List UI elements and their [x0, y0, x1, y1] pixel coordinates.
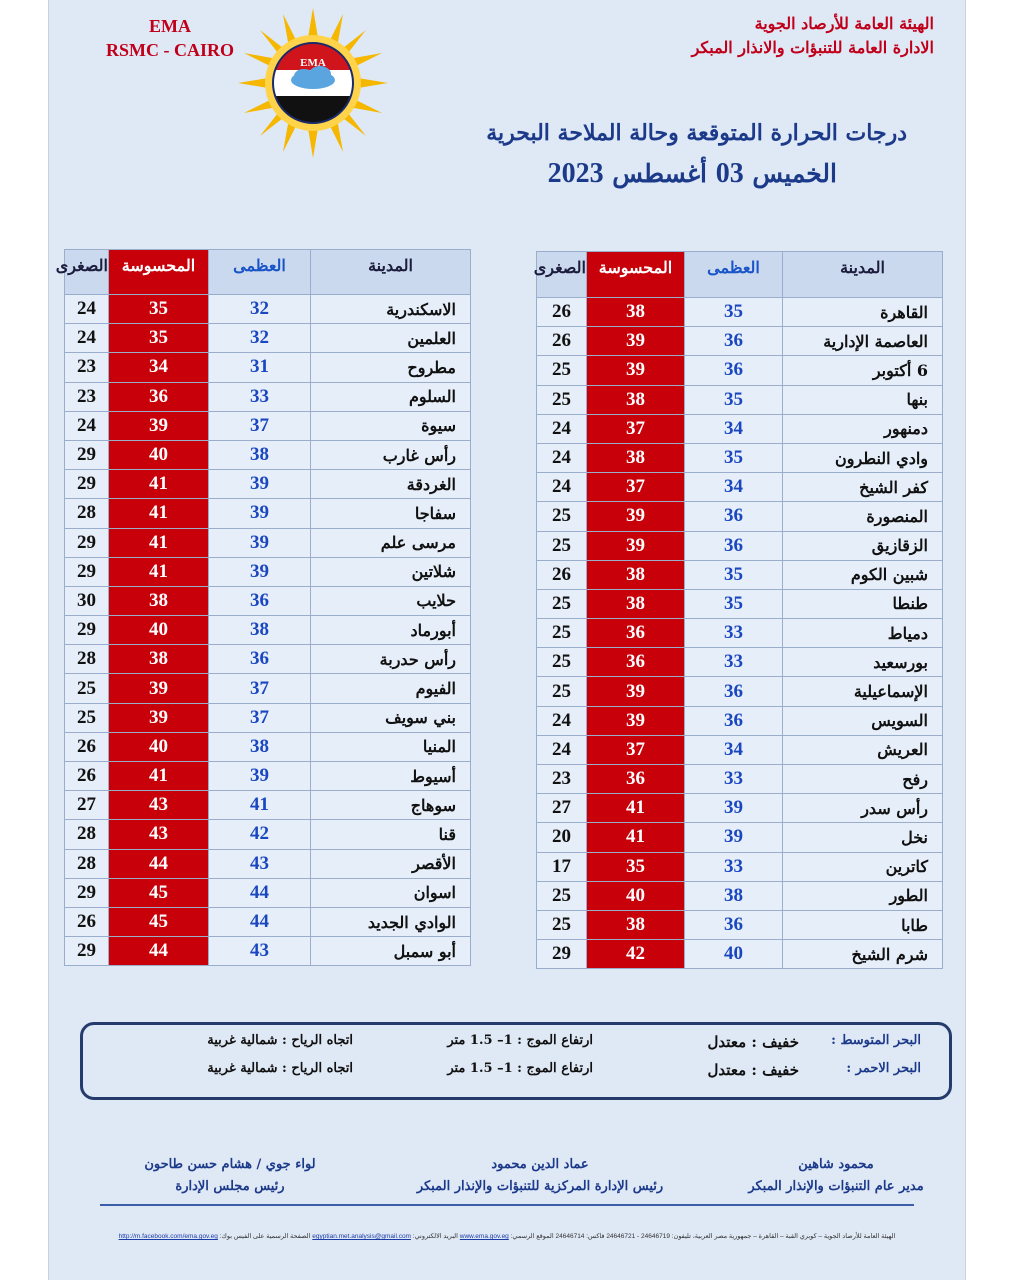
cell-city: السلوم [311, 382, 471, 411]
cell-min: 24 [65, 411, 109, 440]
cell-city: الاسكندرية [311, 295, 471, 324]
cell-feels: 36 [109, 382, 209, 411]
ema-sun-logo [238, 8, 388, 158]
table-row [65, 440, 471, 469]
sea-wind-direction: اتجاه الرياح : شمالية غربية [207, 1033, 353, 1048]
cell-feels: 39 [109, 703, 209, 732]
cell-max: 43 [209, 849, 311, 878]
cell-min: 25 [537, 502, 587, 531]
cell-feels: 39 [587, 706, 685, 735]
cell-city: رأس سدر [783, 794, 943, 823]
cell-feels: 44 [109, 937, 209, 966]
cell-max: 36 [209, 586, 311, 615]
cell-max: 33 [685, 765, 783, 794]
cell-min: 24 [537, 443, 587, 472]
table-row [537, 414, 943, 443]
org-en-center: RSMC - CAIRO [106, 40, 234, 60]
cell-city: سيوة [311, 411, 471, 440]
cell-city: طنطا [783, 589, 943, 618]
cell-min: 28 [65, 849, 109, 878]
cell-feels: 41 [109, 762, 209, 791]
signer-name: محمود شاهين [798, 1157, 874, 1172]
cell-max: 35 [685, 560, 783, 589]
sea-name: البحر الاحمر : [846, 1061, 921, 1076]
cell-feels: 41 [109, 470, 209, 499]
cell-city: 6 أكتوبر [783, 356, 943, 385]
table-row [65, 878, 471, 907]
table-row [65, 586, 471, 615]
cell-max: 42 [209, 820, 311, 849]
date-month: أغسطس [612, 159, 707, 188]
cell-feels: 43 [109, 791, 209, 820]
cell-max: 33 [685, 648, 783, 677]
signature-forecast-director [716, 1154, 956, 1198]
table-row [537, 910, 943, 939]
cell-max: 36 [685, 910, 783, 939]
cell-min: 26 [65, 907, 109, 936]
cell-feels: 41 [109, 499, 209, 528]
cell-city: قنا [311, 820, 471, 849]
signer-role: رئيس مجلس الإدارة [175, 1179, 285, 1194]
table-row [537, 531, 943, 560]
cell-min: 25 [537, 677, 587, 706]
table-row [537, 327, 943, 356]
cell-city: بنها [783, 385, 943, 414]
cell-max: 44 [209, 907, 311, 936]
cell-max: 39 [685, 823, 783, 852]
cell-city: أبو سمبل [311, 937, 471, 966]
cell-feels: 38 [587, 910, 685, 939]
org-ar-line2: الادارة العامة للتنبؤات والانذار المبكر [691, 38, 934, 57]
cell-min: 29 [65, 557, 109, 586]
cell-min: 24 [537, 706, 587, 735]
org-ar-line1: الهيئة العامة للأرصاد الجوية [754, 14, 934, 33]
footer-facebook-link[interactable]: http://m.facebook.com/ema.gov.eg [118, 1233, 218, 1240]
cell-city: دمنهور [783, 414, 943, 443]
cell-feels: 45 [109, 907, 209, 936]
cell-feels: 41 [587, 823, 685, 852]
sea-wind-direction: اتجاه الرياح : شمالية غربية [207, 1061, 353, 1076]
cell-feels: 42 [587, 940, 685, 969]
table-row [65, 645, 471, 674]
cell-city: شلاتين [311, 557, 471, 586]
date-year: 2023 [547, 158, 604, 189]
cell-max: 31 [209, 353, 311, 382]
org-english-name [95, 14, 245, 62]
table-row [65, 557, 471, 586]
signer-name: عماد الدين محمود [491, 1157, 589, 1172]
cell-city: العاصمة الإدارية [783, 327, 943, 356]
cell-city: سفاجا [311, 499, 471, 528]
cell-min: 24 [537, 414, 587, 443]
cell-min: 27 [537, 794, 587, 823]
cell-max: 34 [685, 735, 783, 764]
cell-city: كاترين [783, 852, 943, 881]
cell-feels: 34 [109, 353, 209, 382]
temperature-table-left [55, 249, 471, 966]
cell-max: 40 [685, 940, 783, 969]
cell-min: 17 [537, 852, 587, 881]
table-row [537, 735, 943, 764]
cell-min: 25 [65, 703, 109, 732]
table-row [537, 443, 943, 472]
sea-state: خفيف : معتدل [707, 1061, 799, 1079]
cell-feels: 35 [109, 295, 209, 324]
cell-feels: 39 [587, 327, 685, 356]
cell-min: 29 [65, 878, 109, 907]
cell-city: رفح [783, 765, 943, 794]
cell-city: كفر الشيخ [783, 473, 943, 502]
cell-feels: 40 [109, 732, 209, 761]
footer-email-link[interactable]: egyptian.met.analysis@gmail.com [312, 1233, 411, 1240]
cell-min: 30 [65, 586, 109, 615]
cell-min: 23 [65, 382, 109, 411]
cell-min: 25 [537, 648, 587, 677]
footer-address: الهيئة العامة للأرصاد الجوية – كوبري القبة – القاهرة – جمهورية مصر العربية، تليفون: 24646719 - 24646721 فاكس: 24646714 الموقع الرسمي: [510, 1233, 896, 1240]
table-row [537, 589, 943, 618]
table-row [537, 298, 943, 327]
cell-feels: 41 [109, 557, 209, 586]
table-row [537, 356, 943, 385]
cell-max: 39 [209, 762, 311, 791]
table-row [537, 677, 943, 706]
sea-wave-height: ارتفاع الموج : 1– 1.5 متر [447, 1033, 593, 1048]
col-header-city: المدينة [311, 250, 471, 295]
cell-max: 36 [685, 677, 783, 706]
table-row [65, 382, 471, 411]
date-line [437, 156, 837, 192]
table-row [65, 732, 471, 761]
cell-city: شبين الكوم [783, 560, 943, 589]
temperature-table-right [533, 251, 943, 969]
cell-feels: 38 [587, 298, 685, 327]
cell-city: المنيا [311, 732, 471, 761]
cell-city: الزقازيق [783, 531, 943, 560]
cell-city: رأس حدربة [311, 645, 471, 674]
cell-city: نخل [783, 823, 943, 852]
cell-feels: 44 [109, 849, 209, 878]
cell-city: أسيوط [311, 762, 471, 791]
logo-text: EMA [300, 57, 326, 69]
cell-city: بورسعيد [783, 648, 943, 677]
cell-feels: 43 [109, 820, 209, 849]
cell-feels: 38 [587, 589, 685, 618]
cell-max: 39 [685, 794, 783, 823]
table-row [537, 385, 943, 414]
cell-feels: 39 [587, 677, 685, 706]
cell-max: 39 [209, 470, 311, 499]
cell-min: 26 [65, 762, 109, 791]
cell-city: الوادي الجديد [311, 907, 471, 936]
cell-max: 36 [685, 356, 783, 385]
table-row [537, 560, 943, 589]
sea-wave-height: ارتفاع الموج : 1– 1.5 متر [447, 1061, 593, 1076]
cell-min: 29 [65, 440, 109, 469]
col-header-max: العظمى [685, 252, 783, 298]
date-day-number: 03 [715, 158, 744, 189]
cell-feels: 37 [587, 473, 685, 502]
cell-feels: 38 [587, 385, 685, 414]
cell-max: 32 [209, 324, 311, 353]
cell-min: 26 [537, 298, 587, 327]
cell-city: الأقصر [311, 849, 471, 878]
cell-max: 32 [209, 295, 311, 324]
cell-max: 41 [209, 791, 311, 820]
cell-max: 37 [209, 411, 311, 440]
cell-max: 39 [209, 557, 311, 586]
cell-city: السويس [783, 706, 943, 735]
table-row [65, 616, 471, 645]
cell-feels: 40 [587, 881, 685, 910]
org-arabic-name [574, 12, 934, 60]
cell-min: 25 [537, 385, 587, 414]
table-row [65, 295, 471, 324]
cell-city: مرسى علم [311, 528, 471, 557]
cell-feels: 41 [587, 794, 685, 823]
table-row [65, 528, 471, 557]
cell-min: 26 [537, 327, 587, 356]
cell-city: اسوان [311, 878, 471, 907]
cell-feels: 36 [587, 765, 685, 794]
cell-min: 24 [65, 324, 109, 353]
cell-city: رأس غارب [311, 440, 471, 469]
cell-max: 36 [209, 645, 311, 674]
cell-city: دمياط [783, 619, 943, 648]
signature-central-director [380, 1154, 700, 1198]
footer-website-link[interactable]: www.ema.gov.eg [459, 1233, 509, 1240]
cell-feels: 37 [587, 414, 685, 443]
cell-feels: 38 [109, 586, 209, 615]
signature-chairman [110, 1154, 350, 1198]
cell-feels: 39 [587, 531, 685, 560]
cell-city: أبورماد [311, 616, 471, 645]
cell-min: 29 [65, 528, 109, 557]
table-row [65, 791, 471, 820]
cell-city: حلايب [311, 586, 471, 615]
cell-min: 20 [537, 823, 587, 852]
cell-min: 23 [537, 765, 587, 794]
cell-min: 24 [537, 473, 587, 502]
cell-min: 24 [65, 295, 109, 324]
cell-max: 37 [209, 703, 311, 732]
cell-feels: 39 [587, 356, 685, 385]
table-row [65, 820, 471, 849]
cell-min: 29 [537, 940, 587, 969]
sea-state: خفيف : معتدل [707, 1033, 799, 1051]
table-row [537, 473, 943, 502]
signer-role: مدير عام التنبؤات والإنذار المبكر [748, 1179, 924, 1194]
cell-feels: 38 [587, 443, 685, 472]
footer-facebook-label: الصفحة الرسمية على الفيس بوك: [219, 1233, 311, 1240]
table-row [537, 794, 943, 823]
cell-feels: 39 [587, 502, 685, 531]
table-row [537, 765, 943, 794]
cell-city: شرم الشيخ [783, 940, 943, 969]
col-header-max: العظمى [209, 250, 311, 295]
signer-name: لواء جوي / هشام حسن طاحون [144, 1157, 316, 1172]
cell-city: العلمين [311, 324, 471, 353]
col-header-feels: المحسوسة [109, 250, 209, 295]
cell-min: 25 [537, 589, 587, 618]
table-row [65, 703, 471, 732]
sea-row-red-sea [83, 1061, 949, 1085]
cell-max: 38 [685, 881, 783, 910]
sea-row-mediterranean [83, 1033, 949, 1057]
cell-min: 25 [537, 356, 587, 385]
cell-city: الفيوم [311, 674, 471, 703]
cell-max: 38 [209, 732, 311, 761]
cell-max: 33 [209, 382, 311, 411]
cell-max: 34 [685, 414, 783, 443]
date-day: الخميس [752, 159, 837, 188]
cell-min: 24 [537, 735, 587, 764]
cell-min: 29 [65, 616, 109, 645]
col-header-min: الصغرى [65, 250, 109, 295]
footer-divider [100, 1204, 914, 1206]
cell-max: 35 [685, 589, 783, 618]
cell-city: القاهرة [783, 298, 943, 327]
cell-min: 28 [65, 645, 109, 674]
table-row [65, 411, 471, 440]
cell-max: 34 [685, 473, 783, 502]
cell-feels: 37 [587, 735, 685, 764]
cell-feels: 36 [587, 619, 685, 648]
cell-min: 25 [537, 619, 587, 648]
table-row [65, 470, 471, 499]
footer-contact [96, 1232, 918, 1240]
cell-feels: 38 [587, 560, 685, 589]
cell-feels: 39 [109, 674, 209, 703]
table-row [65, 324, 471, 353]
table-row [537, 502, 943, 531]
sea-navigation-box [80, 1022, 952, 1100]
col-header-city: المدينة [783, 252, 943, 298]
table-row [65, 762, 471, 791]
cell-feels: 40 [109, 440, 209, 469]
cell-max: 38 [209, 616, 311, 645]
cell-max: 35 [685, 443, 783, 472]
cell-feels: 39 [109, 411, 209, 440]
table-row [65, 907, 471, 936]
cell-min: 29 [65, 470, 109, 499]
signer-role: رئيس الإدارة المركزية للتنبؤات والإنذار المبكر [416, 1179, 664, 1194]
table-row [537, 940, 943, 969]
cell-max: 39 [209, 528, 311, 557]
cell-min: 25 [537, 910, 587, 939]
sea-name: البحر المتوسط : [831, 1033, 921, 1048]
cell-feels: 45 [109, 878, 209, 907]
cell-min: 25 [537, 881, 587, 910]
table-row [65, 937, 471, 966]
cell-min: 25 [537, 531, 587, 560]
cell-min: 23 [65, 353, 109, 382]
cell-city: بني سويف [311, 703, 471, 732]
cell-feels: 41 [109, 528, 209, 557]
cell-feels: 35 [109, 324, 209, 353]
cell-max: 36 [685, 531, 783, 560]
cell-max: 36 [685, 706, 783, 735]
cell-max: 37 [209, 674, 311, 703]
cell-feels: 40 [109, 616, 209, 645]
cell-min: 25 [65, 674, 109, 703]
cell-city: وادي النطرون [783, 443, 943, 472]
cell-city: العريش [783, 735, 943, 764]
table-row [537, 852, 943, 881]
table-row [537, 706, 943, 735]
table-row [65, 353, 471, 382]
footer-email-label: البريد الالكتروني: [412, 1233, 458, 1240]
col-header-min: الصغرى [537, 252, 587, 298]
cell-min: 26 [537, 560, 587, 589]
cell-city: طابا [783, 910, 943, 939]
page-title: درجات الحرارة المتوقعة وحالة الملاحة البحرية [486, 120, 907, 146]
cell-max: 33 [685, 852, 783, 881]
cell-max: 43 [209, 937, 311, 966]
table-row [65, 674, 471, 703]
cell-max: 35 [685, 385, 783, 414]
cell-city: الإسماعيلية [783, 677, 943, 706]
cell-max: 36 [685, 502, 783, 531]
table-row [65, 849, 471, 878]
cell-city: المنصورة [783, 502, 943, 531]
table-row [537, 823, 943, 852]
cell-city: سوهاج [311, 791, 471, 820]
cell-min: 27 [65, 791, 109, 820]
table-row [65, 499, 471, 528]
cell-city: الغردقة [311, 470, 471, 499]
cell-min: 29 [65, 937, 109, 966]
cell-city: الطور [783, 881, 943, 910]
cell-min: 28 [65, 499, 109, 528]
cell-max: 38 [209, 440, 311, 469]
col-header-feels: المحسوسة [587, 252, 685, 298]
org-en-abbr: EMA [149, 16, 191, 36]
cell-max: 33 [685, 619, 783, 648]
cell-feels: 38 [109, 645, 209, 674]
cell-max: 35 [685, 298, 783, 327]
cell-feels: 35 [587, 852, 685, 881]
cell-min: 28 [65, 820, 109, 849]
cell-city: مطروح [311, 353, 471, 382]
cell-max: 39 [209, 499, 311, 528]
table-row [537, 648, 943, 677]
cell-max: 36 [685, 327, 783, 356]
cell-feels: 36 [587, 648, 685, 677]
cell-max: 44 [209, 878, 311, 907]
table-row [537, 619, 943, 648]
cell-min: 26 [65, 732, 109, 761]
table-row [537, 881, 943, 910]
